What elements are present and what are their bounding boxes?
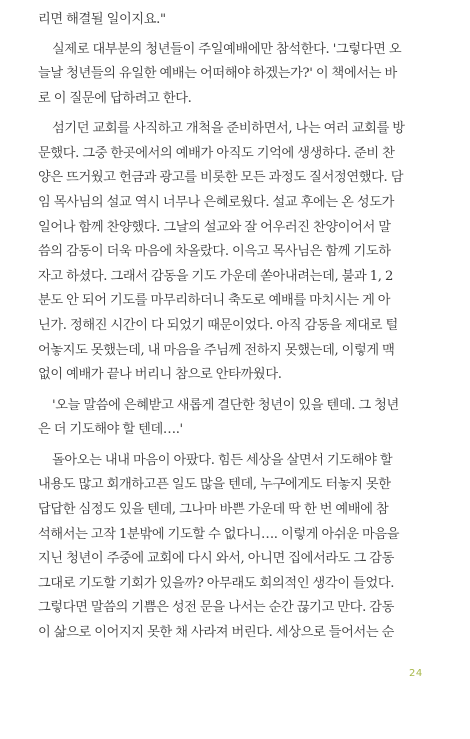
text-line: 이 삶으로 이어지지 못한 채 사라져 버린다. 세상으로 들어서는 순 — [38, 625, 395, 640]
text-line: 은 더 기도해야 할 텐데….' — [38, 422, 183, 437]
text-line: 그대로 기도할 기회가 있을까? 아무래도 회의적인 생각이 들었다. — [38, 576, 395, 591]
text-line: 임 목사님의 설교 역시 너무나 은혜로웠다. 설교 후에는 온 성도가 — [38, 195, 395, 210]
page-number: 24 — [409, 668, 423, 679]
text-line: 내용도 많고 회개하고픈 일도 많을 텐데, 누구에게도 터놓지 못한 — [38, 477, 391, 492]
text-line: 답답한 심정도 있을 텐데, 그나마 바쁜 가운데 딱 한 번 예배에 참 — [38, 502, 389, 517]
text-line: 실제로 대부분의 청년들이 주일예배에만 참석한다. '그렇다면 오 — [52, 42, 402, 57]
text-line: 일어나 함께 찬양했다. 그날의 설교와 잘 어우러진 찬양이어서 말 — [38, 220, 391, 235]
text-line: '오늘 말씀에 은혜받고 새롭게 결단한 청년이 있을 텐데. 그 청년 — [52, 398, 399, 413]
text-line: 섬기던 교회를 사직하고 개척을 준비하면서, 나는 여러 교회를 방 — [52, 121, 405, 136]
text-line: 로 이 질문에 답하려고 한다. — [38, 91, 192, 106]
text-line: 그렇다면 말씀의 기쁨은 성전 문을 나서는 순간 끊기고 만다. 감동 — [38, 600, 395, 615]
text-line: 돌아오는 내내 마음이 아팠다. 힘든 세상을 살면서 기도해야 할 — [52, 453, 393, 468]
text-line: 씀의 감동이 더욱 마음에 차올랐다. 이윽고 목사님은 함께 기도하 — [38, 244, 391, 259]
text-line: 닌가. 정해진 시간이 다 되었기 때문이었다. 아직 감동을 제대로 털 — [38, 318, 398, 333]
text-line: 늘날 청년들의 유일한 예배는 어떠해야 하겠는가?' 이 책에서는 바 — [38, 66, 397, 81]
text-line: 어놓지도 못했는데, 내 마음을 주님께 전하지 못했는데, 이렇게 맥 — [38, 343, 395, 358]
text-line: 자고 하셨다. 그래서 감동을 기도 가운데 쏟아내려는데, 불과 1, 2 — [38, 269, 394, 284]
text-line: 문했다. 그중 한곳에서의 예배가 아직도 기억에 생생하다. 준비 찬 — [38, 146, 395, 161]
text-line: 없이 예배가 끝나 버리니 참으로 안타까웠다. — [38, 367, 282, 382]
text-line: 양은 뜨거웠고 헌금과 광고를 비롯한 모든 과정도 질서정연했다. 담 — [38, 170, 404, 185]
text-line: 분도 안 되어 기도를 마무리하더니 축도로 예배를 마치시는 게 아 — [38, 293, 391, 308]
text-line: 리면 해결될 일이지요." — [38, 12, 166, 27]
text-line: 지닌 청년이 주중에 교회에 다시 와서, 아니면 집에서라도 그 감동 — [38, 551, 395, 566]
text-line: 석해서는 고작 1분밖에 기도할 수 없다니…. 이렇게 아쉬운 마음을 — [38, 527, 400, 542]
